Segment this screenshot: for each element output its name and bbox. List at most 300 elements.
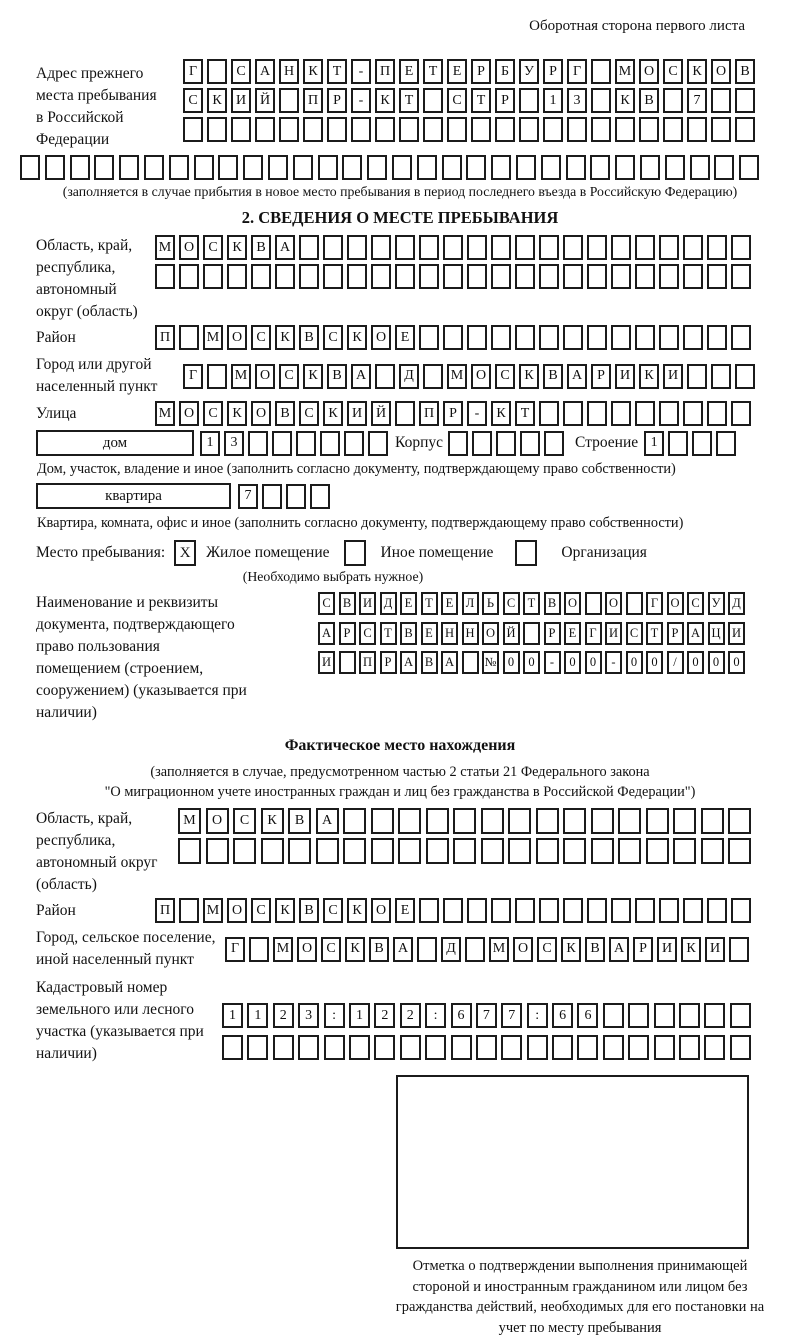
char-box[interactable]	[665, 155, 685, 180]
char-box[interactable]	[272, 431, 292, 456]
char-box[interactable]: 0	[564, 651, 581, 674]
char-box[interactable]: К	[347, 325, 367, 350]
char-box[interactable]	[218, 155, 238, 180]
char-box[interactable]: С	[359, 622, 376, 645]
char-box[interactable]: Г	[567, 59, 587, 84]
char-box[interactable]	[591, 59, 611, 84]
char-box[interactable]	[451, 1035, 472, 1060]
char-box[interactable]: С	[323, 325, 343, 350]
char-box[interactable]	[342, 155, 362, 180]
char-box[interactable]: 1	[222, 1003, 243, 1028]
char-box[interactable]: 7	[238, 484, 258, 509]
char-box[interactable]: К	[375, 88, 395, 113]
char-box[interactable]	[453, 838, 476, 864]
char-box[interactable]	[603, 1035, 624, 1060]
char-box[interactable]	[324, 1035, 345, 1060]
char-box[interactable]	[635, 898, 655, 923]
char-box[interactable]: №	[482, 651, 499, 674]
char-box[interactable]: 2	[400, 1003, 421, 1028]
char-box[interactable]: К	[275, 325, 295, 350]
char-box[interactable]	[587, 898, 607, 923]
char-box[interactable]: О	[251, 401, 271, 426]
char-box[interactable]: К	[303, 59, 323, 84]
char-box[interactable]	[426, 838, 449, 864]
char-box[interactable]	[611, 898, 631, 923]
char-box[interactable]: П	[303, 88, 323, 113]
char-box[interactable]: К	[347, 898, 367, 923]
char-box[interactable]: 1	[247, 1003, 268, 1028]
char-box[interactable]	[639, 117, 659, 142]
char-box[interactable]: Е	[395, 898, 415, 923]
char-box[interactable]: 2	[273, 1003, 294, 1028]
char-box[interactable]: В	[327, 364, 347, 389]
char-box[interactable]	[692, 431, 712, 456]
char-box[interactable]	[683, 401, 703, 426]
char-box[interactable]	[591, 808, 614, 834]
char-box[interactable]: 6	[451, 1003, 472, 1028]
char-box[interactable]: А	[316, 808, 339, 834]
char-box[interactable]	[279, 117, 299, 142]
char-box[interactable]	[730, 1003, 751, 1028]
char-box[interactable]	[417, 937, 437, 962]
char-box[interactable]: С	[503, 592, 520, 615]
char-box[interactable]	[398, 808, 421, 834]
char-box[interactable]: 2	[374, 1003, 395, 1028]
char-box[interactable]	[323, 264, 343, 289]
char-box[interactable]	[320, 431, 340, 456]
char-box[interactable]	[679, 1003, 700, 1028]
char-box[interactable]	[374, 1035, 395, 1060]
char-box[interactable]	[472, 431, 492, 456]
char-box[interactable]	[367, 155, 387, 180]
char-box[interactable]: Й	[371, 401, 391, 426]
char-box[interactable]	[704, 1003, 725, 1028]
char-box[interactable]	[673, 838, 696, 864]
char-box[interactable]	[536, 808, 559, 834]
char-box[interactable]	[491, 155, 511, 180]
char-box[interactable]	[296, 431, 316, 456]
char-box[interactable]: О	[227, 325, 247, 350]
char-box[interactable]: 3	[224, 431, 244, 456]
char-box[interactable]: М	[178, 808, 201, 834]
char-box[interactable]	[443, 898, 463, 923]
char-box[interactable]: Г	[183, 59, 203, 84]
char-box[interactable]	[206, 838, 229, 864]
char-box[interactable]	[70, 155, 90, 180]
char-box[interactable]	[663, 117, 683, 142]
char-box[interactable]	[465, 937, 485, 962]
char-box[interactable]	[687, 117, 707, 142]
char-box[interactable]	[419, 235, 439, 260]
char-box[interactable]	[659, 325, 679, 350]
char-box[interactable]	[286, 484, 306, 509]
char-box[interactable]	[448, 431, 468, 456]
char-box[interactable]: О	[371, 898, 391, 923]
char-box[interactable]: Д	[441, 937, 461, 962]
char-box[interactable]	[668, 431, 688, 456]
char-box[interactable]: К	[561, 937, 581, 962]
char-box[interactable]: О	[297, 937, 317, 962]
char-box[interactable]	[491, 898, 511, 923]
char-box[interactable]: Р	[591, 364, 611, 389]
char-box[interactable]: С	[299, 401, 319, 426]
char-box[interactable]	[640, 155, 660, 180]
char-box[interactable]	[255, 117, 275, 142]
char-box[interactable]	[659, 264, 679, 289]
char-box[interactable]	[343, 838, 366, 864]
char-box[interactable]	[539, 235, 559, 260]
char-box[interactable]: Е	[441, 592, 458, 615]
char-box[interactable]: С	[231, 59, 251, 84]
checkbox-other-premises[interactable]	[344, 540, 366, 566]
char-box[interactable]	[544, 431, 564, 456]
char-box[interactable]	[368, 431, 388, 456]
char-box[interactable]: К	[639, 364, 659, 389]
char-box[interactable]	[728, 838, 751, 864]
char-box[interactable]: Т	[515, 401, 535, 426]
char-box[interactable]: 1	[200, 431, 220, 456]
char-box[interactable]	[299, 264, 319, 289]
char-box[interactable]	[203, 264, 223, 289]
char-box[interactable]: 0	[687, 651, 704, 674]
char-box[interactable]: Т	[423, 59, 443, 84]
char-box[interactable]: С	[251, 898, 271, 923]
char-box[interactable]: Ц	[708, 622, 725, 645]
char-box[interactable]: О	[255, 364, 275, 389]
char-box[interactable]	[735, 88, 755, 113]
char-box[interactable]	[243, 155, 263, 180]
char-box[interactable]: Е	[447, 59, 467, 84]
char-box[interactable]: М	[447, 364, 467, 389]
char-box[interactable]	[707, 325, 727, 350]
char-box[interactable]	[423, 117, 443, 142]
char-box[interactable]	[731, 898, 751, 923]
char-box[interactable]	[539, 264, 559, 289]
char-box[interactable]	[707, 235, 727, 260]
char-box[interactable]: В	[735, 59, 755, 84]
char-box[interactable]: С	[447, 88, 467, 113]
char-box[interactable]: В	[339, 592, 356, 615]
char-box[interactable]	[626, 592, 643, 615]
char-box[interactable]: К	[323, 401, 343, 426]
char-box[interactable]	[515, 325, 535, 350]
char-box[interactable]	[527, 1035, 548, 1060]
char-box[interactable]	[293, 155, 313, 180]
char-box[interactable]: 7	[476, 1003, 497, 1028]
char-box[interactable]	[618, 808, 641, 834]
char-box[interactable]	[491, 264, 511, 289]
char-box[interactable]	[169, 155, 189, 180]
char-box[interactable]: 3	[567, 88, 587, 113]
char-box[interactable]	[344, 431, 364, 456]
char-box[interactable]: Р	[544, 622, 561, 645]
char-box[interactable]	[587, 401, 607, 426]
char-box[interactable]: В	[639, 88, 659, 113]
char-box[interactable]: С	[626, 622, 643, 645]
char-box[interactable]	[323, 235, 343, 260]
char-box[interactable]	[222, 1035, 243, 1060]
char-box[interactable]: К	[227, 401, 247, 426]
char-box[interactable]: Р	[495, 88, 515, 113]
char-box[interactable]	[298, 1035, 319, 1060]
char-box[interactable]: Р	[543, 59, 563, 84]
char-box[interactable]: А	[400, 651, 417, 674]
char-box[interactable]: К	[303, 364, 323, 389]
char-box[interactable]	[635, 264, 655, 289]
char-box[interactable]: -	[605, 651, 622, 674]
char-box[interactable]	[585, 592, 602, 615]
char-box[interactable]	[567, 117, 587, 142]
char-box[interactable]	[207, 59, 227, 84]
char-box[interactable]	[316, 838, 339, 864]
char-box[interactable]: П	[375, 59, 395, 84]
char-box[interactable]: 1	[543, 88, 563, 113]
char-box[interactable]: О	[711, 59, 731, 84]
char-box[interactable]: М	[615, 59, 635, 84]
char-box[interactable]: О	[227, 898, 247, 923]
char-box[interactable]	[375, 117, 395, 142]
char-box[interactable]: К	[491, 401, 511, 426]
char-box[interactable]	[371, 838, 394, 864]
char-box[interactable]: К	[519, 364, 539, 389]
char-box[interactable]	[299, 235, 319, 260]
char-box[interactable]	[194, 155, 214, 180]
char-box[interactable]: О	[605, 592, 622, 615]
char-box[interactable]: :	[324, 1003, 345, 1028]
char-box[interactable]	[426, 808, 449, 834]
char-box[interactable]	[275, 264, 295, 289]
char-box[interactable]	[419, 264, 439, 289]
char-box[interactable]	[659, 898, 679, 923]
char-box[interactable]: А	[393, 937, 413, 962]
char-box[interactable]	[467, 325, 487, 350]
char-box[interactable]: К	[687, 59, 707, 84]
char-box[interactable]: 6	[552, 1003, 573, 1028]
char-box[interactable]	[735, 364, 755, 389]
char-box[interactable]: И	[705, 937, 725, 962]
char-box[interactable]: Г	[183, 364, 203, 389]
char-box[interactable]	[704, 1035, 725, 1060]
char-box[interactable]	[618, 838, 641, 864]
char-box[interactable]	[443, 264, 463, 289]
char-box[interactable]	[523, 622, 540, 645]
char-box[interactable]: Т	[327, 59, 347, 84]
char-box[interactable]	[735, 117, 755, 142]
char-box[interactable]: И	[657, 937, 677, 962]
char-box[interactable]: К	[227, 235, 247, 260]
char-box[interactable]: П	[155, 898, 175, 923]
char-box[interactable]: Г	[646, 592, 663, 615]
char-box[interactable]	[552, 1035, 573, 1060]
char-box[interactable]	[730, 1035, 751, 1060]
char-box[interactable]	[563, 264, 583, 289]
char-box[interactable]	[318, 155, 338, 180]
char-box[interactable]: Д	[380, 592, 397, 615]
char-box[interactable]	[611, 264, 631, 289]
char-box[interactable]	[419, 898, 439, 923]
char-box[interactable]	[251, 264, 271, 289]
char-box[interactable]: Ь	[482, 592, 499, 615]
char-box[interactable]: Й	[503, 622, 520, 645]
char-box[interactable]	[654, 1003, 675, 1028]
char-box[interactable]	[707, 401, 727, 426]
char-box[interactable]: -	[351, 59, 371, 84]
char-box[interactable]	[563, 235, 583, 260]
char-box[interactable]	[731, 235, 751, 260]
char-box[interactable]	[273, 1035, 294, 1060]
char-box[interactable]: И	[663, 364, 683, 389]
char-box[interactable]	[288, 838, 311, 864]
char-box[interactable]: А	[275, 235, 295, 260]
char-box[interactable]	[467, 898, 487, 923]
char-box[interactable]: /	[667, 651, 684, 674]
char-box[interactable]	[587, 325, 607, 350]
char-box[interactable]: М	[273, 937, 293, 962]
char-box[interactable]	[462, 651, 479, 674]
char-box[interactable]	[425, 1035, 446, 1060]
char-box[interactable]	[347, 264, 367, 289]
char-box[interactable]	[491, 325, 511, 350]
char-box[interactable]: Г	[585, 622, 602, 645]
char-box[interactable]: Т	[380, 622, 397, 645]
char-box[interactable]: А	[351, 364, 371, 389]
char-box[interactable]: Н	[462, 622, 479, 645]
char-box[interactable]: М	[203, 898, 223, 923]
char-box[interactable]	[690, 155, 710, 180]
char-box[interactable]: Р	[633, 937, 653, 962]
char-box[interactable]: Р	[667, 622, 684, 645]
char-box[interactable]	[711, 364, 731, 389]
char-box[interactable]	[611, 325, 631, 350]
char-box[interactable]: П	[155, 325, 175, 350]
char-box[interactable]	[683, 264, 703, 289]
char-box[interactable]: 0	[585, 651, 602, 674]
char-box[interactable]: М	[231, 364, 251, 389]
char-box[interactable]	[508, 808, 531, 834]
char-box[interactable]	[303, 117, 323, 142]
char-box[interactable]: П	[419, 401, 439, 426]
char-box[interactable]: О	[179, 235, 199, 260]
char-box[interactable]: -	[544, 651, 561, 674]
char-box[interactable]	[635, 401, 655, 426]
char-box[interactable]: С	[321, 937, 341, 962]
char-box[interactable]: О	[639, 59, 659, 84]
char-box[interactable]	[543, 117, 563, 142]
char-box[interactable]: 6	[577, 1003, 598, 1028]
char-box[interactable]	[519, 88, 539, 113]
char-box[interactable]: 0	[728, 651, 745, 674]
char-box[interactable]	[515, 235, 535, 260]
char-box[interactable]: О	[471, 364, 491, 389]
char-box[interactable]: С	[279, 364, 299, 389]
char-box[interactable]: И	[615, 364, 635, 389]
char-box[interactable]	[207, 117, 227, 142]
char-box[interactable]	[628, 1003, 649, 1028]
char-box[interactable]	[539, 401, 559, 426]
char-box[interactable]: А	[441, 651, 458, 674]
char-box[interactable]: С	[537, 937, 557, 962]
char-box[interactable]	[590, 155, 610, 180]
char-box[interactable]	[375, 364, 395, 389]
char-box[interactable]: 7	[501, 1003, 522, 1028]
char-box[interactable]	[615, 117, 635, 142]
char-box[interactable]	[566, 155, 586, 180]
char-box[interactable]	[395, 235, 415, 260]
char-box[interactable]	[443, 235, 463, 260]
char-box[interactable]: И	[728, 622, 745, 645]
char-box[interactable]	[739, 155, 759, 180]
char-box[interactable]: С	[233, 808, 256, 834]
char-box[interactable]: Р	[339, 622, 356, 645]
char-box[interactable]	[683, 325, 703, 350]
char-box[interactable]	[349, 1035, 370, 1060]
char-box[interactable]: Т	[646, 622, 663, 645]
char-box[interactable]	[611, 235, 631, 260]
char-box[interactable]	[714, 155, 734, 180]
char-box[interactable]	[20, 155, 40, 180]
char-box[interactable]	[654, 1035, 675, 1060]
char-box[interactable]	[520, 431, 540, 456]
char-box[interactable]: Й	[255, 88, 275, 113]
char-box[interactable]	[392, 155, 412, 180]
char-box[interactable]: Д	[399, 364, 419, 389]
char-box[interactable]	[398, 838, 421, 864]
char-box[interactable]: О	[482, 622, 499, 645]
char-box[interactable]: И	[231, 88, 251, 113]
char-box[interactable]	[701, 838, 724, 864]
char-box[interactable]: М	[155, 235, 175, 260]
char-box[interactable]: Е	[421, 622, 438, 645]
char-box[interactable]	[476, 1035, 497, 1060]
char-box[interactable]: -	[351, 88, 371, 113]
char-box[interactable]	[711, 117, 731, 142]
char-box[interactable]: Р	[471, 59, 491, 84]
char-box[interactable]	[351, 117, 371, 142]
char-box[interactable]: 7	[687, 88, 707, 113]
char-box[interactable]: Т	[399, 88, 419, 113]
char-box[interactable]	[615, 155, 635, 180]
char-box[interactable]	[481, 808, 504, 834]
char-box[interactable]: Б	[495, 59, 515, 84]
char-box[interactable]	[94, 155, 114, 180]
char-box[interactable]: В	[400, 622, 417, 645]
char-box[interactable]: В	[251, 235, 271, 260]
char-box[interactable]: О	[371, 325, 391, 350]
char-box[interactable]	[563, 898, 583, 923]
char-box[interactable]	[659, 235, 679, 260]
char-box[interactable]: В	[275, 401, 295, 426]
char-box[interactable]: Р	[327, 88, 347, 113]
char-box[interactable]	[587, 235, 607, 260]
char-box[interactable]: Т	[421, 592, 438, 615]
char-box[interactable]	[635, 235, 655, 260]
char-box[interactable]: Р	[443, 401, 463, 426]
char-box[interactable]	[563, 401, 583, 426]
char-box[interactable]	[262, 484, 282, 509]
char-box[interactable]	[371, 264, 391, 289]
char-box[interactable]: О	[667, 592, 684, 615]
char-box[interactable]	[327, 117, 347, 142]
char-box[interactable]: А	[609, 937, 629, 962]
checkbox-residential[interactable]: X	[174, 540, 196, 566]
char-box[interactable]	[508, 838, 531, 864]
char-box[interactable]	[400, 1035, 421, 1060]
char-box[interactable]: А	[687, 622, 704, 645]
char-box[interactable]	[227, 264, 247, 289]
char-box[interactable]	[536, 838, 559, 864]
char-box[interactable]	[399, 117, 419, 142]
char-box[interactable]: К	[261, 808, 284, 834]
